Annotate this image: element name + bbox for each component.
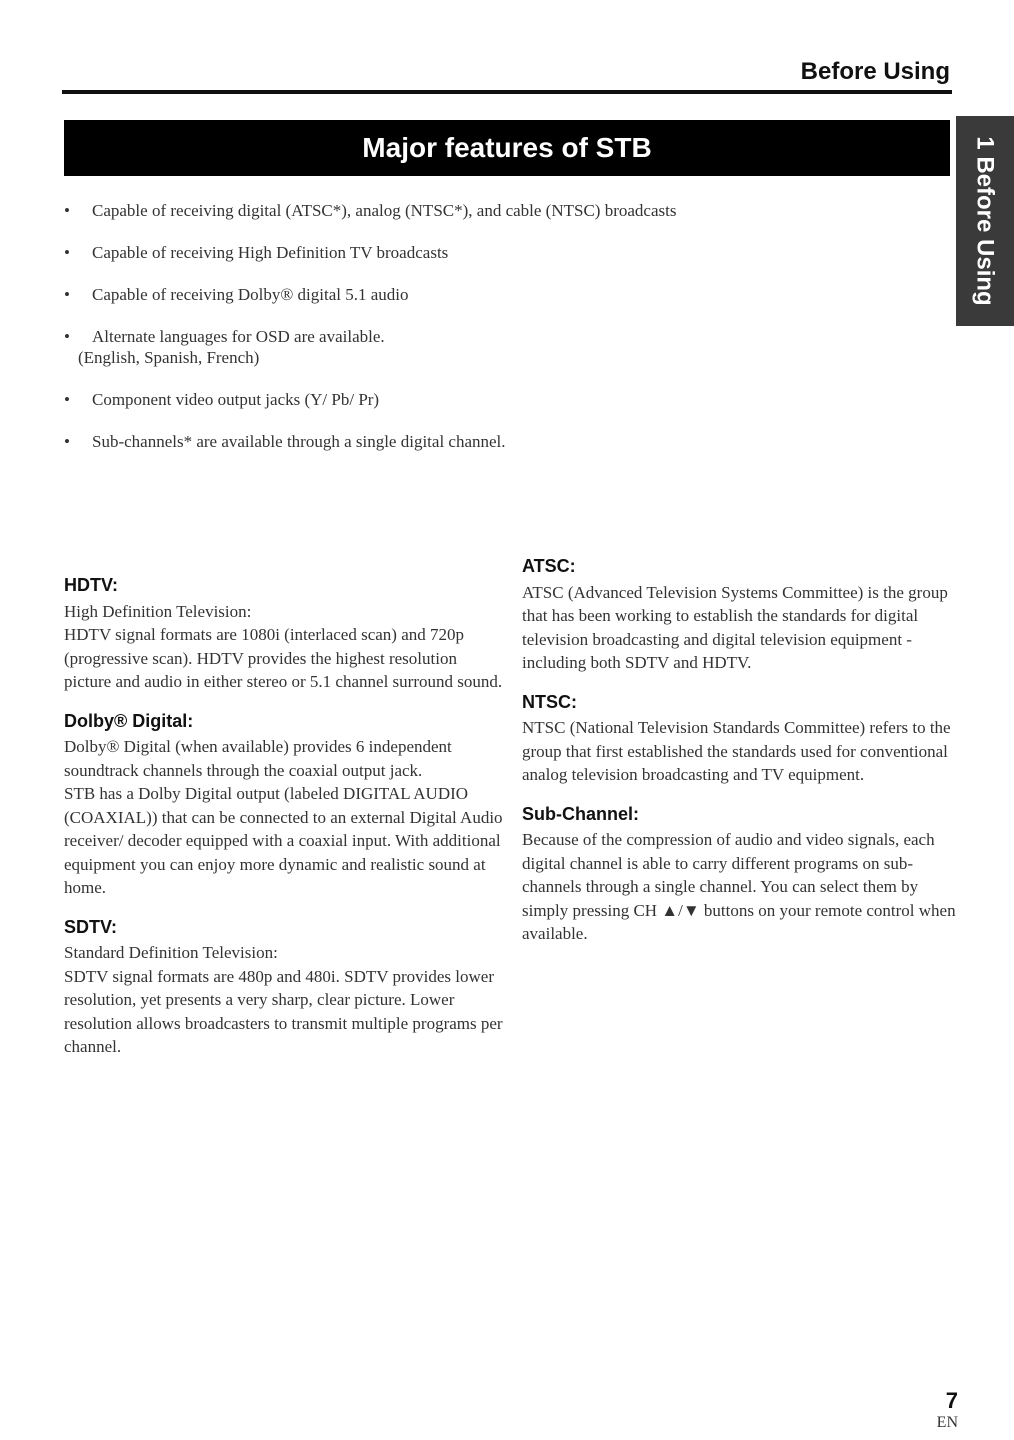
glossary-definition: HDTV signal formats are 1080i (interlaced scan) and 720p (progressive scan). HDTV provides the highest resolution picture and audio in either stereo or 5.1 channel surround sound. [64,625,503,691]
glossary-definition: Standard Definition Television: [64,943,278,962]
glossary-definition: Because of the compression of audio and video signals, each digital channel is able to carry different programs on sub-channels through a single channel. You can select them by simply pressing CH ▲/▼ buttons on your remote control when available. [522,830,956,943]
feature-item: • Capable of receiving digital (ATSC*), analog (NTSC*), and cable (NTSC) broadcasts [62,200,922,221]
running-header: Before Using [800,58,950,85]
glossary-term: Dolby® Digital: [64,710,194,731]
feature-item: • Alternate languages for OSD are available. (English, Spanish, French) [62,326,922,368]
glossary-term: ATSC: [522,556,576,576]
glossary-term: SDTV: [64,916,118,937]
glossary-term: Sub-Channel: [522,803,639,824]
glossary-definition: SDTV signal formats are 480p and 480i. SDTV provides lower resolution, yet presents a very sharp, clear picture. Lower resolution allows broadcasters to transmit multiple programs per channel. [64,966,503,1056]
glossary-entry-atsc [522,555,962,675]
page-language: EN [936,1414,958,1431]
glossary-term: HDTV: [64,575,118,595]
glossary-entry-ntsc [522,691,962,787]
feature-item: • Capable of receiving High Definition TV broadcasts [62,242,922,263]
page-number: 7 [945,1388,958,1413]
feature-item: • Component video output jacks (Y/ Pb/ Pr) [62,389,922,410]
glossary-entry-hdtv [64,574,504,694]
feature-item: • Sub-channels* are available through a single digital channel. [62,431,922,452]
glossary-definition: NTSC (National Television Standards Committee) refers to the group that first established the standards used for conventional analog television broadcasting and TV equipment. [522,718,951,784]
glossary-definition: High Definition Television: [64,601,252,621]
glossary-right-column [522,555,962,962]
chapter-tab [956,116,1014,326]
glossary-entry-sdtv [64,916,504,1059]
glossary-term: NTSC: [522,691,577,712]
glossary-entry-dolby [64,710,504,900]
feature-list [62,200,922,473]
glossary-definition: STB has a Dolby Digital output (labeled DIGITAL AUDIO (COAXIAL)) that can be connected to an external Digital Audio receiver/ decoder equipped with a coaxial input. With additional equipment you can enjoy more dynamic and realistic sound at home. [64,784,503,897]
header-rule [62,90,952,94]
glossary-entry-sub-channel [522,803,962,946]
section-banner [64,120,950,176]
glossary-left-column [64,574,504,1075]
chapter-tab-label: 1 Before Using [972,136,999,306]
glossary-definition: Dolby® Digital (when available) provides 6 independent soundtrack channels through the coaxial output jack. [64,737,452,780]
feature-item: • Capable of receiving Dolby® digital 5.1 audio [62,284,922,305]
glossary-definition: ATSC (Advanced Television Systems Committee) is the group that has been working to establish the standards for digital television broadcasting and digital television equipment - including both SDTV and HDTV. [522,582,948,672]
section-title: Major features of STB [362,132,652,163]
